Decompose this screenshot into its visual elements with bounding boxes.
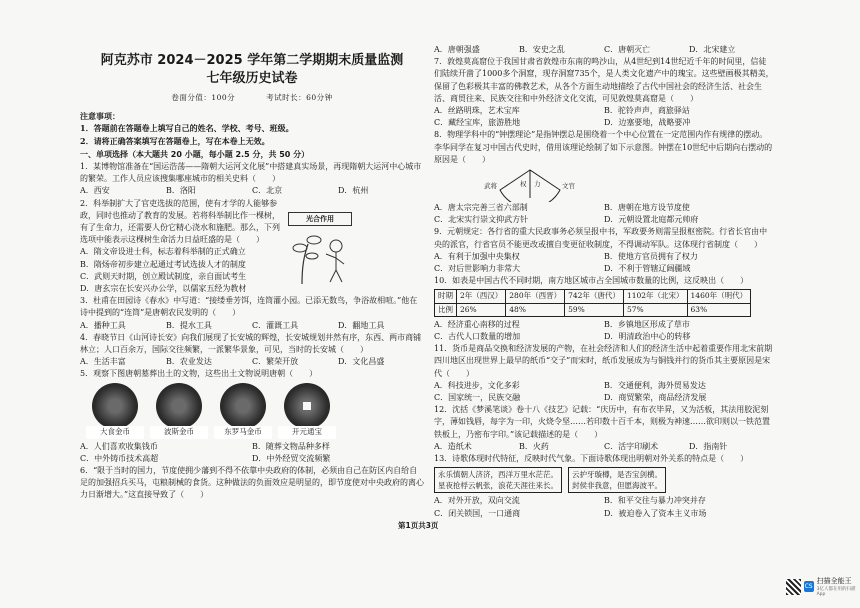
option: A．播种工具	[80, 320, 126, 330]
table-cell: 1102年（北宋）	[623, 290, 687, 303]
pendulum-label-center: 权	[520, 180, 527, 188]
option: D．中外经贸交流频繁	[252, 453, 331, 463]
page-number: 第1页共3页	[398, 521, 439, 530]
options	[80, 356, 424, 368]
option: A．造纸术	[434, 441, 472, 451]
option: A．丝路明珠，艺术宝库	[434, 106, 520, 116]
notice-heading: 注意事项：	[80, 111, 120, 122]
options	[434, 495, 774, 519]
table-cell: 57%	[623, 303, 687, 316]
option: A．生活丰富	[80, 357, 126, 367]
table-cell: 时期	[435, 290, 457, 303]
option: A．隋文帝设进士科，标志着科举制的正式确立	[80, 247, 246, 257]
option: A．对外开放，双向交流	[434, 496, 520, 506]
poem-line: 永乐慎朝人济济，西洋万里水茫茫。	[438, 470, 558, 480]
option: D．不利于管辖辽阔疆域	[604, 264, 691, 274]
option: A．西安	[80, 186, 110, 196]
exam-subtitle: 七年级历史试卷	[206, 71, 298, 86]
option: D．杭州	[338, 186, 369, 196]
option: B．乡镇地区形成了草市	[604, 319, 690, 329]
option: A．经济重心南移的过程	[434, 319, 520, 329]
question-stem: 5．观察下图唐朝墓葬出土的文物，这些出土文物说明唐朝（ ）	[80, 369, 318, 379]
scanner-watermark	[786, 576, 860, 597]
options	[80, 441, 424, 465]
option: C．北宋实行崇文抑武方针	[434, 215, 529, 225]
option: B．农业发达	[166, 357, 212, 367]
option: B．和平交往与暴力冲突并存	[604, 496, 706, 506]
pendulum-label-left: 武将	[484, 182, 497, 190]
coin-image: 开元通宝	[278, 383, 336, 439]
poem-line: 封侯非我意，但愿海波平。	[572, 481, 662, 491]
option: C．灌溉工具	[252, 320, 299, 330]
option: C．繁荣开放	[252, 357, 299, 367]
question-stem: 9．元朝规定：各行省的重大民政事务必须呈报中书，军政要务则需呈报枢密院。行省长官由中央的派官，行省官员不能更改或擅自变更征收制度，不得调动军队。这体现行省制度（ ）	[434, 227, 768, 249]
option: C．唐朝灭亡	[604, 45, 651, 54]
question-stem: 10．如表是中国古代不同时期，南方地区城市占全国城市数量的比例，这反映出（ ）	[434, 276, 749, 286]
table-cell: 1460年（明代）	[687, 290, 751, 303]
pendulum-label-right: 文官	[562, 182, 575, 190]
coin-image: 大食金币	[86, 383, 144, 439]
option: C．中外铸币技术高超	[80, 453, 159, 463]
option: B．随葬文物品种多样	[252, 441, 330, 451]
option: D．文化昌盛	[338, 357, 385, 367]
option: C．古代人口数量的增加	[434, 332, 521, 342]
option: D．指南针	[689, 441, 728, 451]
question-stem: 13．诗歌体现时代特征，反映时代气象。下面诗歌体现出明朝对外关系的特点是（ ）	[434, 454, 749, 464]
question-stem: 4．春晓节日《山河诗长安》向我们展现了长安城的辉煌，长安城规划井然有序，东西、两市商铺林立；人口百余万，国际交往频繁，一派繁华景象，可见，当时的长安城（ ）	[80, 332, 422, 355]
score-info: 卷面分值：100分	[171, 93, 236, 102]
section-heading: 一、单项选择（本大题共 20 小题，每小题 2.5 分，共 50 分）	[80, 149, 310, 159]
camscanner-logo-icon: CS	[804, 583, 813, 590]
option: D．被迫卷入了资本主义市场	[604, 508, 707, 518]
option: A．唐朝强盛	[434, 45, 480, 54]
watermark-app: 扫描全能王	[816, 577, 852, 585]
question-stem: 6．“限于当时的国力，节度使拥少藩到不得不依靠中央政府的体制，必须由自己在防区内自给自足的加强招兵买马，屯粮制械的食货。这种做法的负面效应是明显的，即节度使对中央政府的离心力日渐增大。”这直接导致了（ ）	[80, 466, 424, 500]
table-cell: 63%	[687, 303, 751, 316]
photosynthesis-illustration	[288, 212, 352, 288]
question-stem: 1．某博物馆准备在“国运浩荡——隋朝大运河文化展”中搭建真实场景，再现隋朝大运河中心城市的繁荣。工作人员应该搜集哪座城市的相关史料（ ）	[80, 162, 422, 184]
options	[80, 320, 424, 332]
options	[434, 380, 774, 404]
poem-box	[568, 467, 666, 493]
notice-item: 1．答题前在答题卷上填写自己的姓名、学校、考号、班级。	[80, 123, 294, 134]
question-stem: 8．物理学科中的“钟摆理论”是指钟摆总是围绕着一个中心位置在一定范围内作有规律的摆动。李华同学在复习中国古代史时，借用该理论绘制了如下示意图。钟摆在10世纪中后期向右摆动的原因是（ ）	[434, 130, 773, 164]
option: D．翻地工具	[338, 320, 385, 330]
question-stem: 2．科举制扩大了官吏选拔的范围，使有才学的人能够参政，同时也推动了教育的发展。若将科举制比作一棵树，有了生命力，还需要人份它精心浇水和施肥。那么，下列选项中能表示这棵树生命活力日益旺盛的是（ ）	[80, 198, 280, 245]
left-column	[80, 0, 424, 502]
options	[80, 185, 424, 197]
option: D．明清政治中心的转移	[604, 332, 691, 342]
option: A．科技进步，文化多彩	[434, 380, 520, 390]
option: C．活字印刷术	[604, 441, 659, 451]
poem-line: 星夜抢桴云帆张，浪花天涯往来长。	[438, 481, 558, 491]
table-cell: 26%	[457, 303, 506, 316]
option: C．藏经宝库，旅游胜地	[434, 118, 521, 128]
option: D．唐玄宗在长安兴办公学，以儒家五经为教材	[80, 284, 247, 294]
coin-images	[86, 383, 424, 439]
option: B．使地方官员拥有了权力	[604, 251, 698, 261]
table-row	[435, 303, 751, 316]
options	[434, 44, 774, 56]
option: D．商贸繁荣，商品经济发展	[604, 393, 707, 403]
city-ratio-table	[434, 289, 751, 316]
option: A．人们喜欢收集钱币	[80, 441, 158, 451]
option: C．武则天时期，创立殿试制度，亲自面试考生	[80, 271, 247, 281]
option: B．洛阳	[166, 186, 196, 196]
notice-item: 2．请将正确答案填写在答题卷上，写在本卷上无效。	[80, 135, 270, 146]
qr-code-icon	[786, 579, 801, 595]
options	[434, 202, 774, 226]
option: D．元朝设置北庭都元帅府	[604, 215, 699, 225]
option: B．安史之乱	[519, 45, 565, 54]
poem-quotes	[434, 467, 774, 493]
watermark-tagline: 3亿人都在用的扫描App	[816, 587, 856, 597]
option: C．闭关锁国，一口通商	[434, 508, 521, 518]
poem-line: 云护牙璇樽，是否宝剑横。	[572, 470, 662, 480]
table-cell: 比例	[435, 303, 457, 316]
question-stem: 7．敦煌莫高窟位于我国甘肃省敦煌市东南的鸣沙山，从4世纪到14世纪近千年的时间里，信徒们陆续开凿了1000多个洞窟，现存洞窟735个，是人类文化遗产中的瑰宝。这些壁画极其精美，保留了色彩极其丰富的佛教艺术，从各个方面生动地描绘了古代中国社会的经济生活、社会生活、商贸往来、民族交往和中外经济文化交流，可见敦煌莫高窟是（ ）	[434, 57, 774, 103]
question-stem: 12．沈括《梦溪笔谈》卷十八《技艺》记载：“庆历中，有布衣毕昇，又为活板，其法用胶泥刻字，薄如钱唇，每字为一印，火烧令坚……若印数十百千本，则极为神速……欲印则以一铁范置铁板上，乃密布字印。”该记载描述的是（ ）	[434, 405, 770, 439]
pendulum-diagram	[482, 168, 578, 202]
table-cell: 2年（西汉）	[457, 290, 506, 303]
right-column	[434, 0, 774, 520]
option: B．火药	[519, 441, 549, 451]
option: B．唐朝在地方设节度使	[604, 203, 690, 213]
option: D．边塞要地，战略要冲	[604, 118, 691, 128]
illustration-label: 光合作用	[288, 212, 352, 226]
table-row	[435, 290, 751, 303]
table-cell: 280年（西晋）	[506, 290, 565, 303]
option: A．有利于加强中央集权	[434, 251, 520, 261]
tree-boy-icon	[288, 226, 352, 286]
option: C．北京	[252, 186, 283, 196]
pendulum-label-top: 力	[534, 180, 541, 188]
table-cell: 742年（唐代）	[565, 290, 624, 303]
table-cell: 59%	[565, 303, 624, 316]
option: B．交通便利，海外贸易发达	[604, 380, 706, 390]
coin-image: 波斯金币	[150, 383, 208, 439]
option: D．北宋建立	[689, 45, 736, 54]
coin-image: 东罗马金币	[214, 383, 272, 439]
option: B．隋炀帝初步建立起通过考试选拔人才的制度	[80, 259, 246, 269]
option: C．对后世影响力非常大	[434, 264, 521, 274]
options	[80, 246, 286, 295]
exam-meta	[80, 92, 424, 104]
question-stem: 11．货币是商品交换和经济发展的产物，在社会经济和人们的经济生活中起着重要作用北宋前期四川地区出现世界上最早的纸币“交子”而宋时，纸币发展成为与铜钱并行的货币其主要原因是宋代（ ）	[434, 344, 773, 378]
option: A．唐太宗完善三省六部制	[434, 203, 528, 213]
question-stem: 3．杜甫在田园诗《春水》中写道：“接缕垂芳饵，连筒灌小园。已添无数鸟，争浴故相喧。”他在诗中提到的“连筒”是唐朝农民发明的（ ）	[80, 296, 418, 318]
options	[434, 105, 774, 129]
exam-title: 阿克苏市 2024－2025 学年第二学期期末质量监测	[100, 53, 404, 68]
options	[434, 251, 774, 275]
option: B．提水工具	[166, 320, 212, 330]
option: C．国家统一，民族交融	[434, 393, 521, 403]
option: B．驼铃声声，商旅驿站	[604, 106, 690, 116]
options	[434, 441, 774, 453]
options	[434, 319, 774, 343]
table-cell: 48%	[506, 303, 565, 316]
poem-box	[434, 467, 562, 493]
time-info: 考试时长：60分钟	[266, 93, 333, 102]
